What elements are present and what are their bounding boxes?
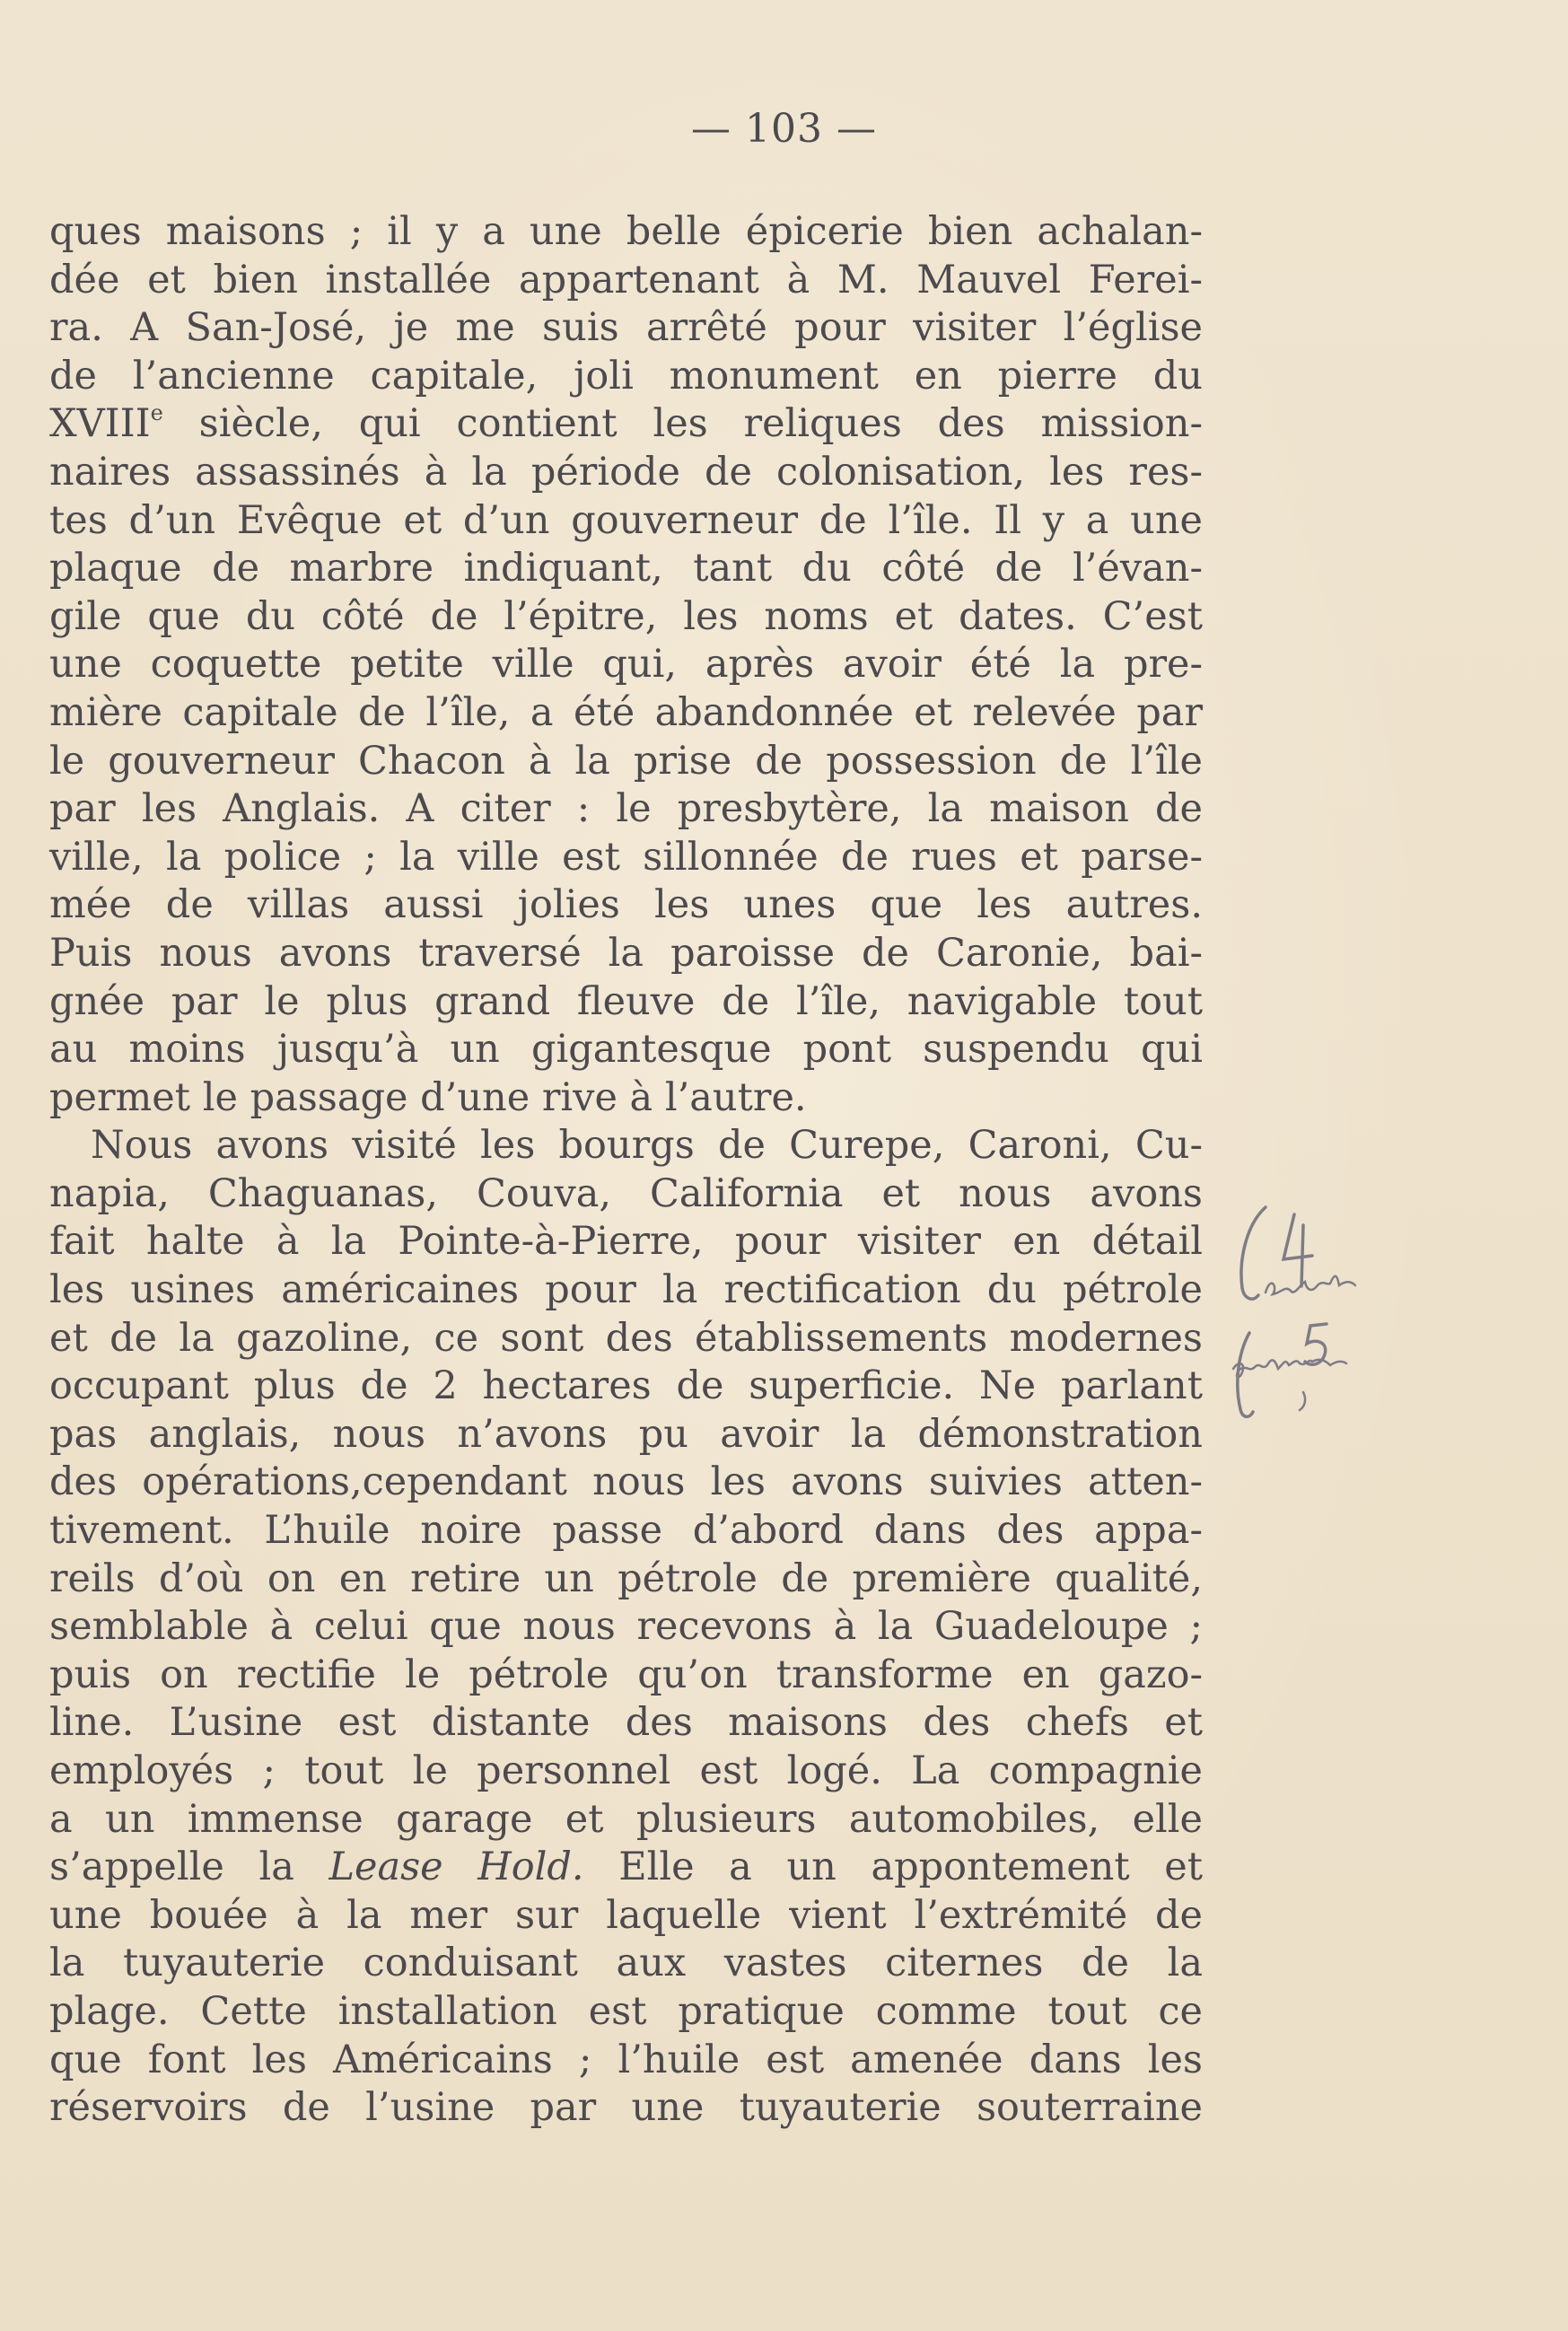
text-line: par les Anglais. A citer : le presbytère, la maison de: [49, 786, 1203, 832]
text-line: mée de villas aussi jolies les unes que les autres.: [49, 882, 1203, 928]
text-line: des opérations,cependant nous les avons suivies atten-: [49, 1459, 1203, 1505]
text-line-part: s’appelle la: [49, 1845, 329, 1890]
text-line-part: XVIII: [49, 401, 151, 447]
text-line: une bouée à la mer sur laquelle vient l’extrémité de: [49, 1892, 1203, 1938]
text-line: employés ; tout le personnel est logé. La compagnie: [49, 1748, 1203, 1793]
text-line: puis on rectifie le pétrole qu’on transforme en gazo-: [49, 1652, 1203, 1697]
text-line: semblable à celui que nous recevons à la Guadeloupe ;: [49, 1604, 1203, 1650]
text-line: ra. A San-José, je me suis arrêté pour visiter l’église: [49, 305, 1203, 351]
handwritten-note-drawing: [1230, 1189, 1445, 1432]
text-line: naires assassinés à la période de colonisation, les res-: [49, 449, 1203, 495]
text-line: au moins jusqu’à un gigantesque pont suspendu qui: [49, 1027, 1203, 1073]
text-line: line. L’usine est distante des maisons des chefs et: [49, 1700, 1203, 1746]
body-text: [49, 208, 1203, 2133]
text-line: une coquette petite ville qui, après avoir été la pre-: [49, 642, 1203, 688]
text-line: permet le passage d’une rive à l’autre.: [49, 1074, 807, 1120]
text-line: tes d’un Evêque et d’un gouverneur de l’île. Il y a une: [49, 497, 1203, 543]
text-line: réservoirs de l’usine par une tuyauterie souterraine: [49, 2085, 1203, 2131]
text-line: ques maisons ; il y a une belle épicerie bien achalan-: [49, 209, 1203, 254]
handwritten-small-stroke: [1300, 1392, 1305, 1410]
handwritten-word-gazoline: [1233, 1360, 1346, 1377]
text-line: ville, la police ; la ville est sillonnée de rues et parse-: [49, 834, 1203, 880]
text-line: Nous avons visité les bourgs de Curepe, Caroni, Cu-: [91, 1123, 1203, 1169]
italic-company-name: Lease Hold.: [328, 1845, 584, 1890]
text-line: a un immense garage et plusieurs automobiles, elle: [49, 1796, 1203, 1842]
handwritten-word-petrole: [1266, 1276, 1355, 1294]
handwritten-digit-5: [1305, 1324, 1327, 1364]
text-line: [49, 400, 1203, 449]
text-line: la tuyauterie conduisant aux vastes citernes de la: [49, 1941, 1203, 1986]
text-line: reils d’où on en retire un pétrole de première qualité,: [49, 1555, 1203, 1601]
text-line: pas anglais, nous n’avons pu avoir la démonstration: [49, 1411, 1203, 1457]
text-line: fait halte à la Pointe-à-Pierre, pour visiter en détail: [49, 1219, 1203, 1265]
superscript: e: [150, 400, 163, 426]
text-line: Puis nous avons traversé la paroisse de Caronie, bai-: [49, 930, 1203, 976]
bracket-upper-stroke: [1241, 1207, 1266, 1299]
text-line: que font les Américains ; l’huile est amenée dans les: [49, 2037, 1203, 2082]
text-line: plaque de marbre indiquant, tant du côté de l’évan-: [49, 546, 1203, 592]
handwritten-digit-4: [1283, 1214, 1312, 1286]
text-line: tivement. L’huile noire passe d’abord dans des appa-: [49, 1508, 1203, 1554]
text-line: [49, 1844, 1203, 1892]
text-line: de l’ancienne capitale, joli monument en pierre du: [49, 353, 1203, 399]
text-line: les usines américaines pour la rectification du pétrole: [49, 1267, 1203, 1313]
text-line: occupant plus de 2 hectares de superficie. Ne parlant: [49, 1363, 1203, 1409]
text-line: gnée par le plus grand fleuve de l’île, navigable tout: [49, 978, 1203, 1024]
text-line-part: siècle, qui contient les reliques des mission-: [162, 401, 1203, 447]
text-line: gile que du côté de l’épitre, les noms et dates. C’est: [49, 593, 1203, 639]
text-line: dée et bien installée appartenant à M. Mauvel Ferei-: [49, 257, 1203, 302]
text-line: et de la gazoline, ce sont des établissements modernes: [49, 1315, 1203, 1361]
page-number: — 103 —: [691, 106, 877, 152]
text-line-part: Elle a un appontement et: [583, 1845, 1203, 1890]
text-line: mière capitale de l’île, a été abandonnée et relevée par: [49, 689, 1203, 735]
text-line: napia, Chaguanas, Couva, California et nous avons: [49, 1170, 1203, 1216]
text-line: plage. Cette installation est pratique comme tout ce: [49, 1988, 1203, 2034]
handwritten-margin-note: [1230, 1189, 1445, 1432]
text-line: le gouverneur Chacon à la prise de possession de l’île: [49, 738, 1203, 784]
